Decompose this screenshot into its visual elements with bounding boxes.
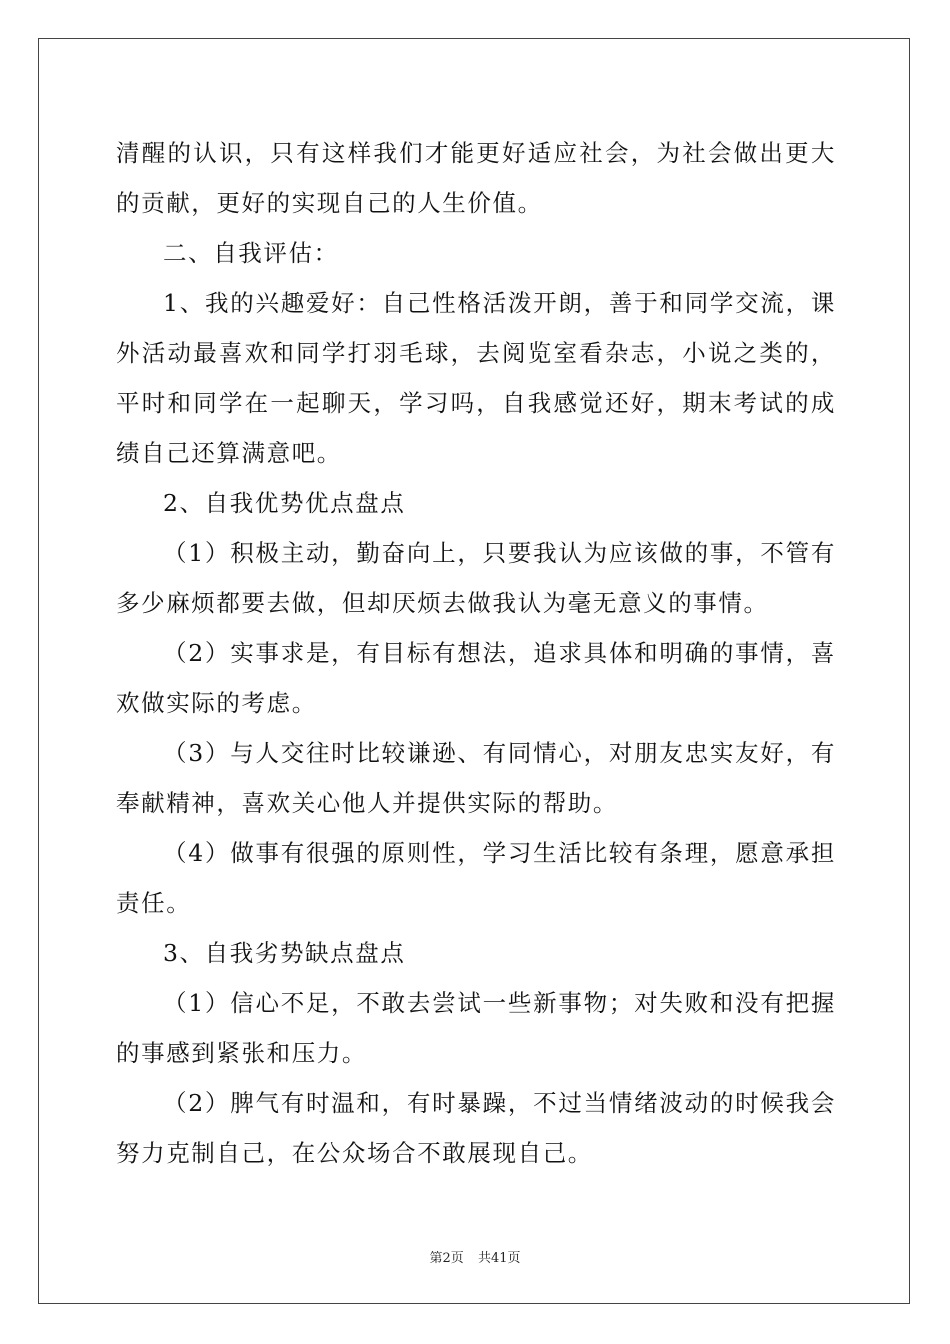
document-body	[116, 128, 836, 1178]
paragraph-continuation: 清醒的认识，只有这样我们才能更好适应社会，为社会做出更大的贡献，更好的实现自己的人生价值。	[116, 139, 836, 217]
section-heading-self-assessment: 二、自我评估：	[163, 239, 339, 267]
weakness-item-2: （2）脾气有时温和，有时暴躁，不过当情绪波动的时候我会努力克制自己，在公众场合不敢展现自己。	[116, 1089, 836, 1167]
subheading-weaknesses: 3、自我劣势缺点盘点	[163, 939, 406, 967]
strength-item-4: （4）做事有很强的原则性，学习生活比较有条理，愿意承担责任。	[116, 839, 836, 917]
page-footer	[0, 1247, 950, 1266]
weakness-item-1: （1）信心不足，不敢去尝试一些新事物；对失败和没有把握的事感到紧张和压力。	[116, 989, 836, 1067]
strength-item-3: （3）与人交往时比较谦逊、有同情心，对朋友忠实友好，有奉献精神，喜欢关心他人并提供实际的帮助。	[116, 739, 836, 817]
paragraph-interests: 1、我的兴趣爱好：自己性格活泼开朗，善于和同学交流，课外活动最喜欢和同学打羽毛球，去阅览室看杂志，小说之类的，平时和同学在一起聊天，学习吗，自我感觉还好，期末考试的成绩自己还算满意吧。	[116, 289, 836, 467]
strength-item-1: （1）积极主动，勤奋向上，只要我认为应该做的事，不管有多少麻烦都要去做，但却厌烦去做我认为毫无意义的事情。	[116, 539, 836, 617]
subheading-strengths: 2、自我优势优点盘点	[163, 489, 406, 517]
strength-item-2: （2）实事求是，有目标有想法，追求具体和明确的事情，喜欢做实际的考虑。	[116, 639, 836, 717]
page-number: 第2页	[429, 1251, 464, 1266]
page-total: 共41页	[477, 1251, 521, 1266]
